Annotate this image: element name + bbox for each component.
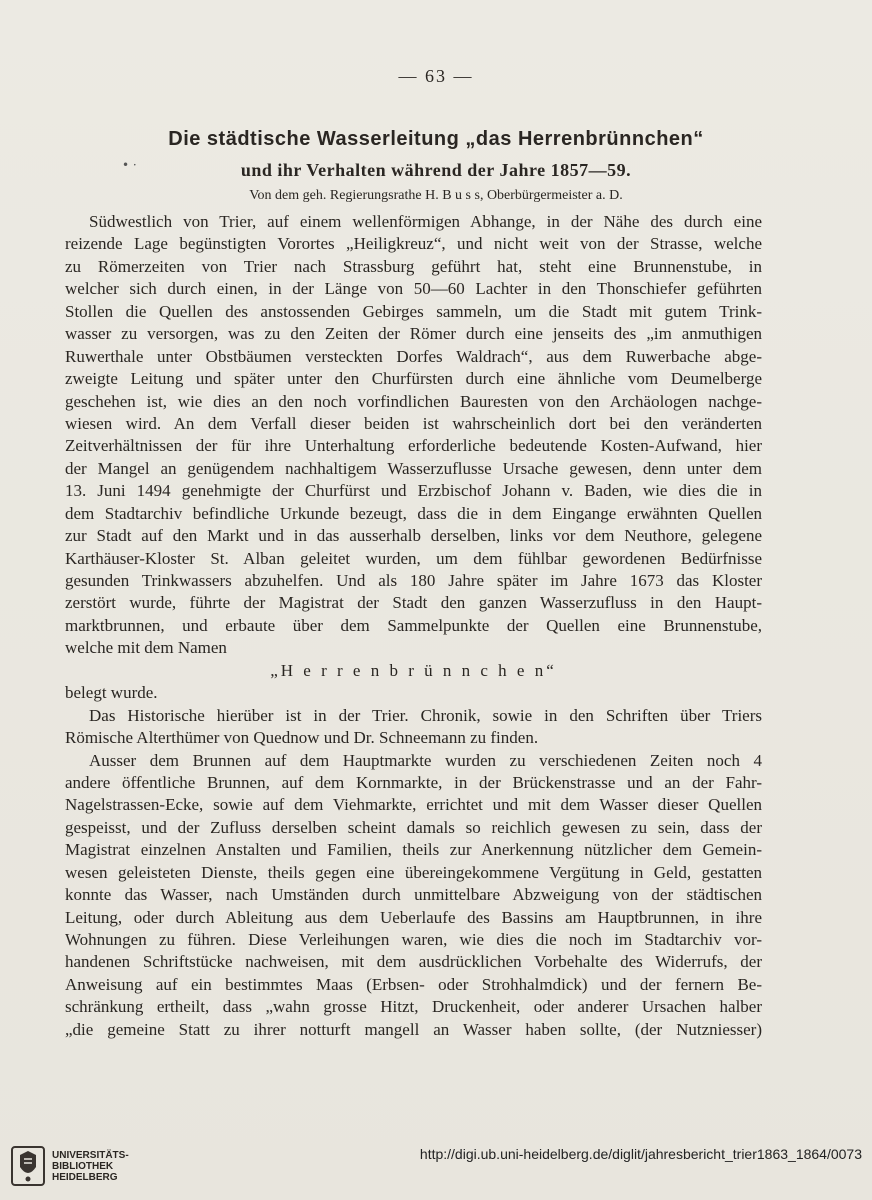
text-line: Stollen die Quellen des anstossenden Gebirges sammeln, um die Stadt mit gutem Trink- xyxy=(65,301,762,321)
text-line: gespeisst, und der Zufluss derselben scheint damals so reichlich gewesen zu sein, dass der xyxy=(65,817,762,837)
text-line: wiesen wird. An dem Verfall dieser beiden ist wahrscheinlich dort bei den veränderten xyxy=(65,413,762,433)
text-line: wesen geleisteten Dienste, theils gegen eine übereingekommene Vergütung in Geld, gestatten xyxy=(65,862,762,882)
text-line: zerstört wurde, führte der Magistrat der Stadt den ganzen Wasserzufluss in den Haupt- xyxy=(65,593,762,613)
article-subtitle: und ihr Verhalten während der Jahre 1857—59. xyxy=(240,160,632,180)
article-author: Von dem geh. Regierungsrathe H. B u s s, Oberbürgermeister a. D. xyxy=(249,188,623,203)
text-line: handenen Schriftstücke nachweisen, mit dem ausdrücklichen Vorbehalte des Widerrufs, der xyxy=(65,952,762,972)
text-line: belegt wurde. xyxy=(65,683,158,703)
text-line: Magistrat einzelnen Anstalten und Familien, theils zur Anerkennung nützlicher dem Gemein- xyxy=(65,840,762,860)
text-line: Ruwerthale unter Obstbäumen versteckten Dorfes Waldrach“, aus dem Ruwerbache abge- xyxy=(65,346,762,366)
text-line: zu Römerzeiten von Trier nach Strassburg geführt hat, steht eine Brunnenstube, in xyxy=(65,256,762,276)
library-seal-icon xyxy=(10,1145,46,1187)
ink-specks: • · xyxy=(122,158,137,172)
text-line: „die gemeine Statt zu ihrer notturft mangell an Wasser haben sollte, (der Nutzniesser) xyxy=(65,1019,762,1039)
page-number: — 63 — xyxy=(398,66,474,86)
text-line: marktbrunnen, und erbaute über dem Sammelpunkte der Quellen eine Brunnenstube, xyxy=(65,615,762,635)
text-line: Anweisung auf ein bestimmtes Maas (Erbsen- oder Strohhalmdick) und der fernern Be- xyxy=(65,974,762,994)
library-name-line2: BIBLIOTHEK xyxy=(52,1160,114,1172)
text-line: dem Stadtarchiv befindliche Urkunde bezeugt, dass die in dem Eingange erwähnten Quellen xyxy=(65,503,762,523)
text-line: welche mit dem Namen xyxy=(65,638,227,658)
library-logo[interactable] xyxy=(10,1141,140,1191)
text-line: geschehen ist, wie dies an den noch vorfindlichen Bauresten von den Archäologen nachge- xyxy=(65,391,762,411)
text-line: Ausser dem Brunnen auf dem Hauptmarkte wurden zu verschiedenen Zeiten noch 4 xyxy=(89,750,762,770)
library-name-line1: UNIVERSITÄTS- xyxy=(52,1149,129,1161)
library-name xyxy=(52,1150,129,1183)
library-name-line3: HEIDELBERG xyxy=(52,1171,118,1183)
text-line: Nagelstrassen-Ecke, sowie auf dem Viehmarkte, errichtet und mit dem Wasser dieser Quellen xyxy=(65,795,762,815)
text-line: Das Historische hierüber ist in der Trier. Chronik, sowie in den Schriften über Triers xyxy=(89,705,762,725)
text-line: Karthäuser-Kloster St. Alban geleitet wurden, um dem fühlbar gewordenen Bedürfnisse xyxy=(65,548,762,568)
article-title: Die städtische Wasserleitung „das Herrenbrünnchen“ xyxy=(168,128,704,150)
text-line: schränkung ertheilt, dass „wahn grosse Hitzt, Druckenheit, oder anderer Ursachen halber xyxy=(65,997,762,1017)
text-line: zur Stadt auf den Markt und in das ausserhalb derselben, links vor dem Neuthore, gelegene xyxy=(65,526,762,546)
text-line: zweigte Leitung und später unter den Churfürsten durch eine ähnliche vom Deumelberge xyxy=(65,369,762,389)
text-line: andere öffentliche Brunnen, auf dem Kornmarkte, in der Brückenstrasse und an der Fahr- xyxy=(65,772,762,792)
text-line: welcher sich durch einen, in der Länge von 50—60 Lachter in den Thonschiefer geführten xyxy=(65,279,762,299)
body-text xyxy=(65,211,762,1041)
text-line: 13. Juni 1494 genehmigte der Churfürst und Erzbischof Johann v. Baden, wie dies die in xyxy=(65,481,762,501)
permalink-url[interactable]: http://digi.ub.uni-heidelberg.de/diglit/jahresbericht_trier1863_1864/0073 xyxy=(419,1146,862,1162)
text-line: konnte das Wasser, nach Umständen durch unmittelbare Abzweigung von der städtischen xyxy=(65,885,762,905)
text-line: gesunden Trinkwassers abzuhelfen. Und als 180 Jahre später im Jahre 1673 das Kloster xyxy=(65,571,762,590)
text-line: „H e r r e n b r ü n n c h e n“ xyxy=(270,660,557,680)
text-line: der Mangel an genügendem nachhaltigem Wasserzuflusse Ursache gewesen, denn unter dem xyxy=(65,458,762,478)
text-line: reizende Lage begünstigten Vorortes „Heiligkreuz“, und nicht weit von der Strasse, welche xyxy=(65,234,762,254)
text-line: wasser zu versorgen, was zu den Zeiten der Römer durch eine jenseits des „im anmuthigen xyxy=(65,324,762,344)
text-line: Römische Alterthümer von Quednow und Dr. Schneemann zu finden. xyxy=(65,728,539,748)
text-line: Südwestlich von Trier, auf einem wellenförmigen Abhange, in der Nähe des durch eine xyxy=(89,212,762,231)
text-line: Zeitverhältnissen der für ihre Unterhaltung erforderliche bedeutende Kosten-Aufwand, hier xyxy=(65,436,762,456)
text-line: Leitung, oder durch Ableitung aus dem Ueberlaufe des Bassins am Hauptbrunnen, in ihre xyxy=(65,907,762,927)
text-line: Wohnungen zu führen. Diese Verleihungen waren, wie dies die noch im Stadtarchiv vor- xyxy=(65,930,762,949)
